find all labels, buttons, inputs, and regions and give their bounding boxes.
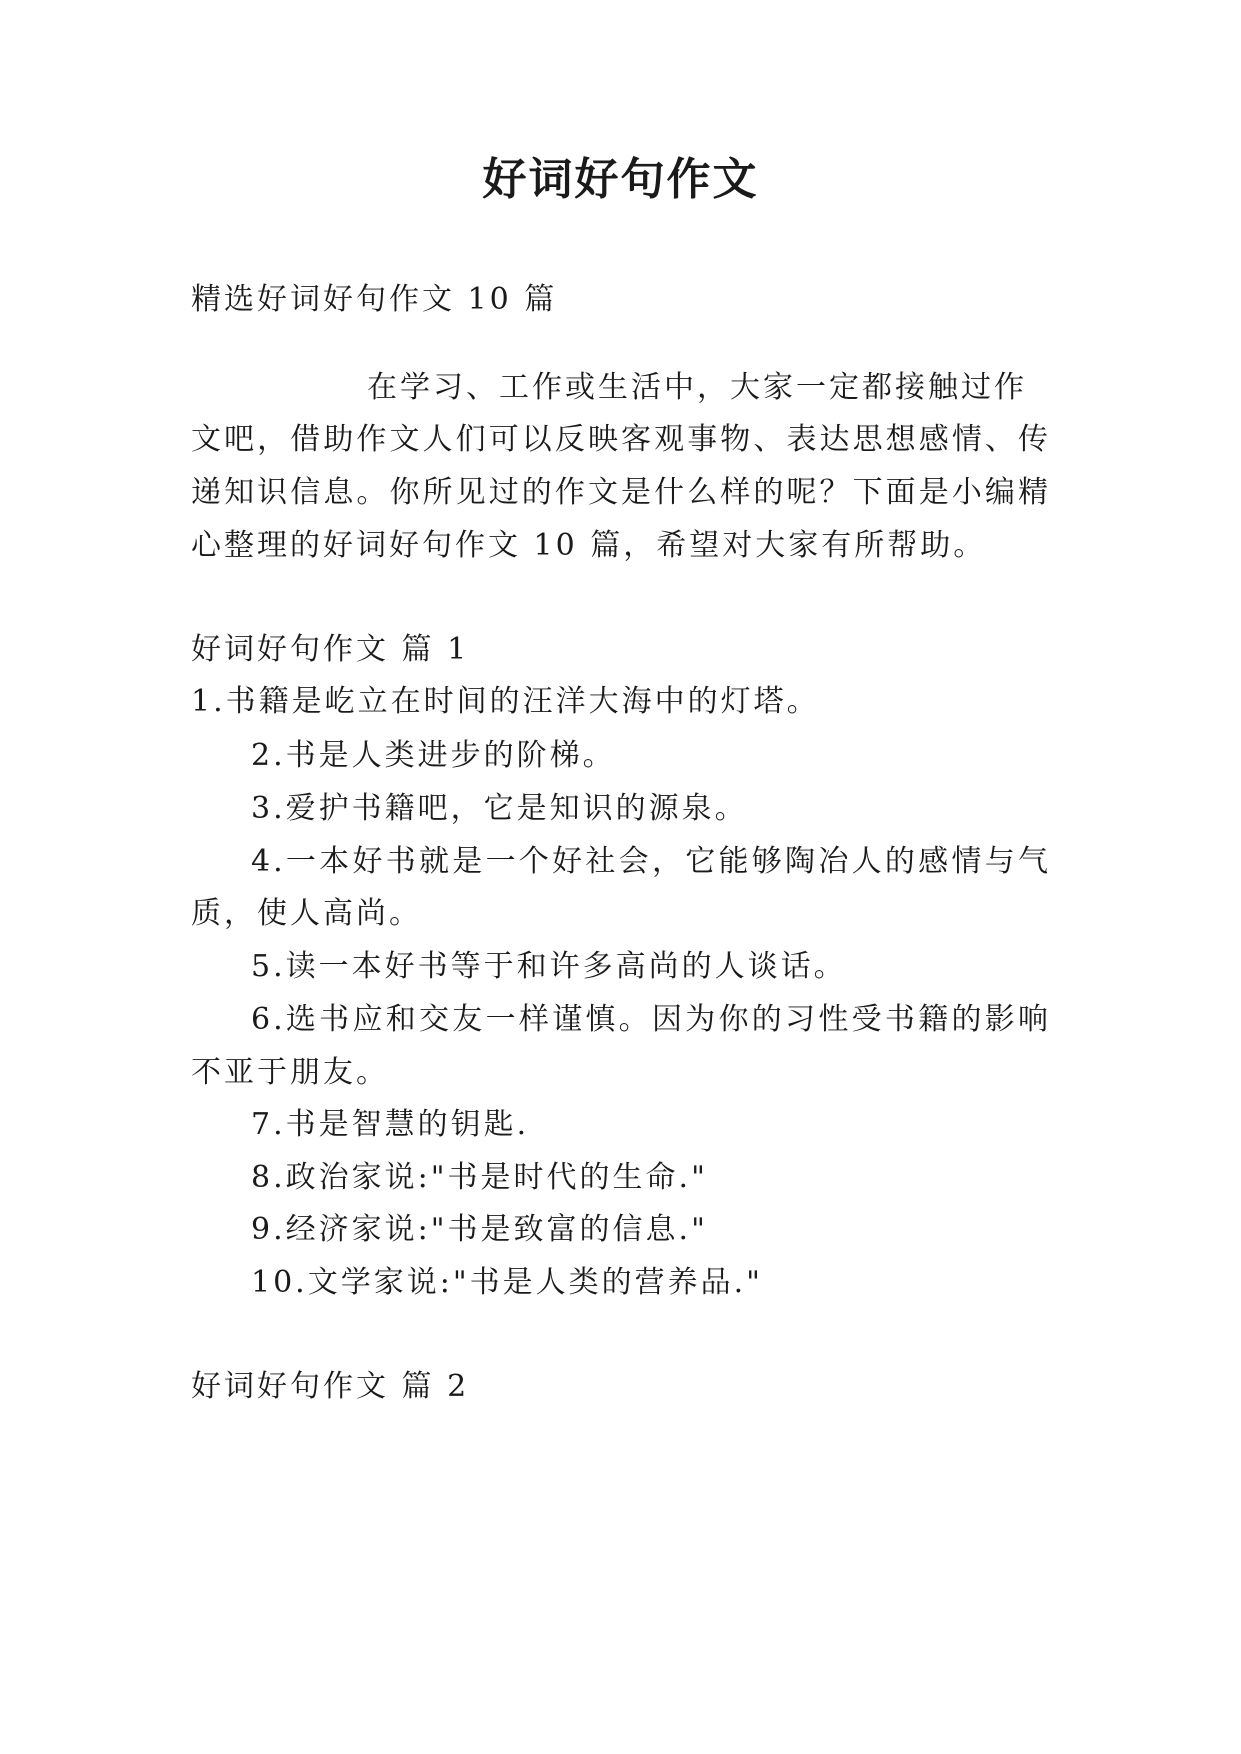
list-item: 8.政治家说:"书是时代的生命." [251,1160,708,1195]
intro-line-3: 递知识信息。你所见过的作文是什么样的呢？下面是小编精 [191,475,1051,510]
list-item: 1.书籍是屹立在时间的汪洋大海中的灯塔。 [191,684,820,719]
list-item: 10.文学家说:"书是人类的营养品." [251,1265,763,1300]
section-1-heading: 好词好句作文 篇 1 [191,632,470,667]
list-item: 9.经济家说:"书是致富的信息." [251,1212,708,1247]
intro-line-2: 文吧，借助作文人们可以反映客观事物、表达思想感情、传 [191,422,1051,457]
list-item: 7.书是智慧的钥匙. [251,1107,530,1142]
list-item-continuation: 不亚于朋友。 [191,1055,389,1090]
list-item: 4.一本好书就是一个好社会，它能够陶冶人的感情与气 [251,844,1051,879]
intro-line-4: 心整理的好词好句作文 10 篇，希望对大家有所帮助。 [191,528,987,563]
subtitle: 精选好词好句作文 10 篇 [191,282,558,317]
list-item: 2.书是人类进步的阶梯。 [251,738,616,773]
list-item: 6.选书应和交友一样谨慎。因为你的习性受书籍的影响 [251,1002,1051,1037]
list-item-continuation: 质，使人高尚。 [191,896,422,931]
section-2-heading: 好词好句作文 篇 2 [191,1369,470,1404]
intro-line-1: 在学习、工作或生活中，大家一定都接触过作 [367,370,1027,405]
list-item: 3.爱护书籍吧，它是知识的源泉。 [251,791,748,826]
list-item: 5.读一本好书等于和许多高尚的人谈话。 [251,949,847,984]
document-title: 好词好句作文 [482,154,759,205]
